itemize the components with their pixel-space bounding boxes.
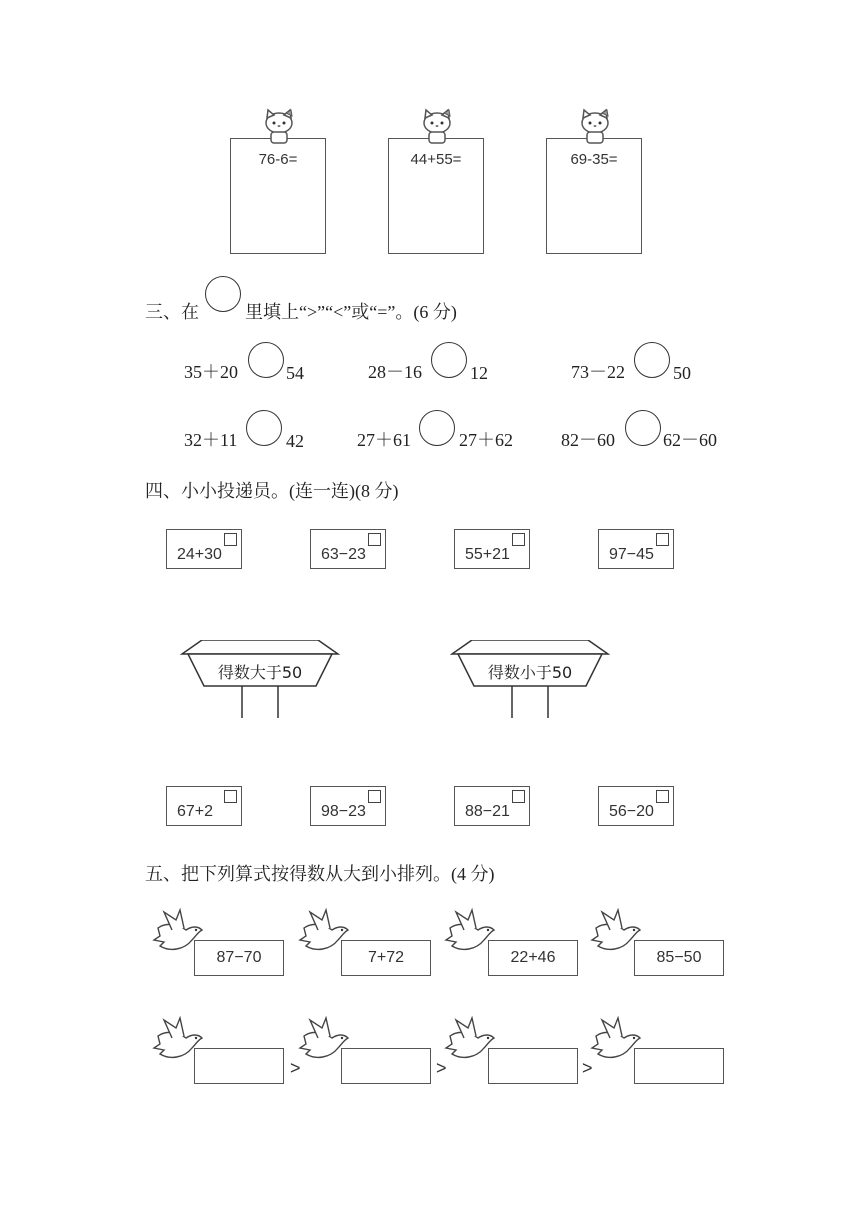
letter-expr: 56−20 [609,803,654,820]
compare-left: 32＋11 [184,430,238,450]
expr-text: 87−70 [216,949,262,966]
answer-circle[interactable] [634,342,670,378]
section5-heading: 五、把下列算式按得数从大到小排列。(4 分) [145,864,495,884]
greater-than-sign: > [290,1058,301,1078]
greater-than-sign: > [436,1058,447,1078]
letter-expr: 24+30 [177,546,222,563]
kitty-card-expr: 76-6= [258,151,298,168]
letter-expr: 88−21 [465,803,510,820]
answer-box[interactable] [634,1048,724,1084]
compare-item [184,418,324,452]
letter-expr: 98−23 [321,803,366,820]
kitty-card-1 [230,138,326,254]
section4-heading: 四、小小投递员。(连一连)(8 分) [145,481,399,501]
greater-than-sign: > [582,1058,593,1078]
kitty-card-2 [388,138,484,254]
kitty-icon [576,108,614,144]
answer-box[interactable] [341,1048,431,1084]
section3-heading [145,276,545,322]
compare-right: 42 [286,431,304,451]
expr-text: 85−50 [656,949,702,966]
answer-box[interactable] [194,1048,284,1084]
compare-right: 50 [673,363,691,383]
section3-suffix: 里填上“>”“<”或“=”。(6 分) [245,302,457,322]
compare-left: 73－22 [571,362,625,382]
kitty-icon [418,108,456,144]
expr-box [488,940,578,976]
expr-box [194,940,284,976]
expr-box [341,940,431,976]
expr-text: 22+46 [510,949,556,966]
mailbox-label: 得数大于50 [217,663,303,682]
compare-item [357,418,527,452]
letter-card[interactable] [598,786,674,826]
letter-card[interactable] [166,529,242,569]
kitty-icon [260,108,298,144]
compare-right: 62－60 [663,430,717,450]
stamp-box [512,790,525,803]
mailbox-less[interactable] [450,640,610,720]
kitty-card-expr: 44+55= [410,151,462,168]
compare-item [368,350,508,384]
compare-left: 82－60 [561,430,615,450]
kitty-card-3 [546,138,642,254]
stamp-box [368,533,381,546]
answer-circle[interactable] [246,410,282,446]
letter-card[interactable] [310,786,386,826]
answer-circle[interactable] [419,410,455,446]
mailbox-greater[interactable] [180,640,340,720]
compare-item [571,350,711,384]
stamp-box [656,533,669,546]
answer-circle[interactable] [625,410,661,446]
answer-circle[interactable] [248,342,284,378]
mailbox-label: 得数小于50 [487,663,573,682]
stamp-box [656,790,669,803]
letter-expr: 97−45 [609,546,654,563]
stamp-box [224,790,237,803]
compare-right: 54 [286,363,304,383]
letter-card[interactable] [454,786,530,826]
letter-card[interactable] [166,786,242,826]
kitty-card-expr: 69-35= [570,151,618,168]
compare-left: 28－16 [368,362,422,382]
letter-card[interactable] [598,529,674,569]
answer-box[interactable] [488,1048,578,1084]
stamp-box [224,533,237,546]
letter-expr: 67+2 [177,803,214,820]
example-circle [205,276,241,312]
compare-right: 27＋62 [459,430,513,450]
letter-expr: 55+21 [465,546,510,563]
compare-right: 12 [470,363,488,383]
letter-card[interactable] [310,529,386,569]
letter-expr: 63−23 [321,546,366,563]
compare-left: 27＋61 [357,430,411,450]
compare-item [184,350,324,384]
expr-text: 7+72 [367,949,405,966]
stamp-box [512,533,525,546]
compare-left: 35＋20 [184,362,238,382]
expr-box [634,940,724,976]
answer-circle[interactable] [431,342,467,378]
stamp-box [368,790,381,803]
letter-card[interactable] [454,529,530,569]
compare-item [561,418,731,452]
section3-prefix: 三、在 [145,302,199,322]
